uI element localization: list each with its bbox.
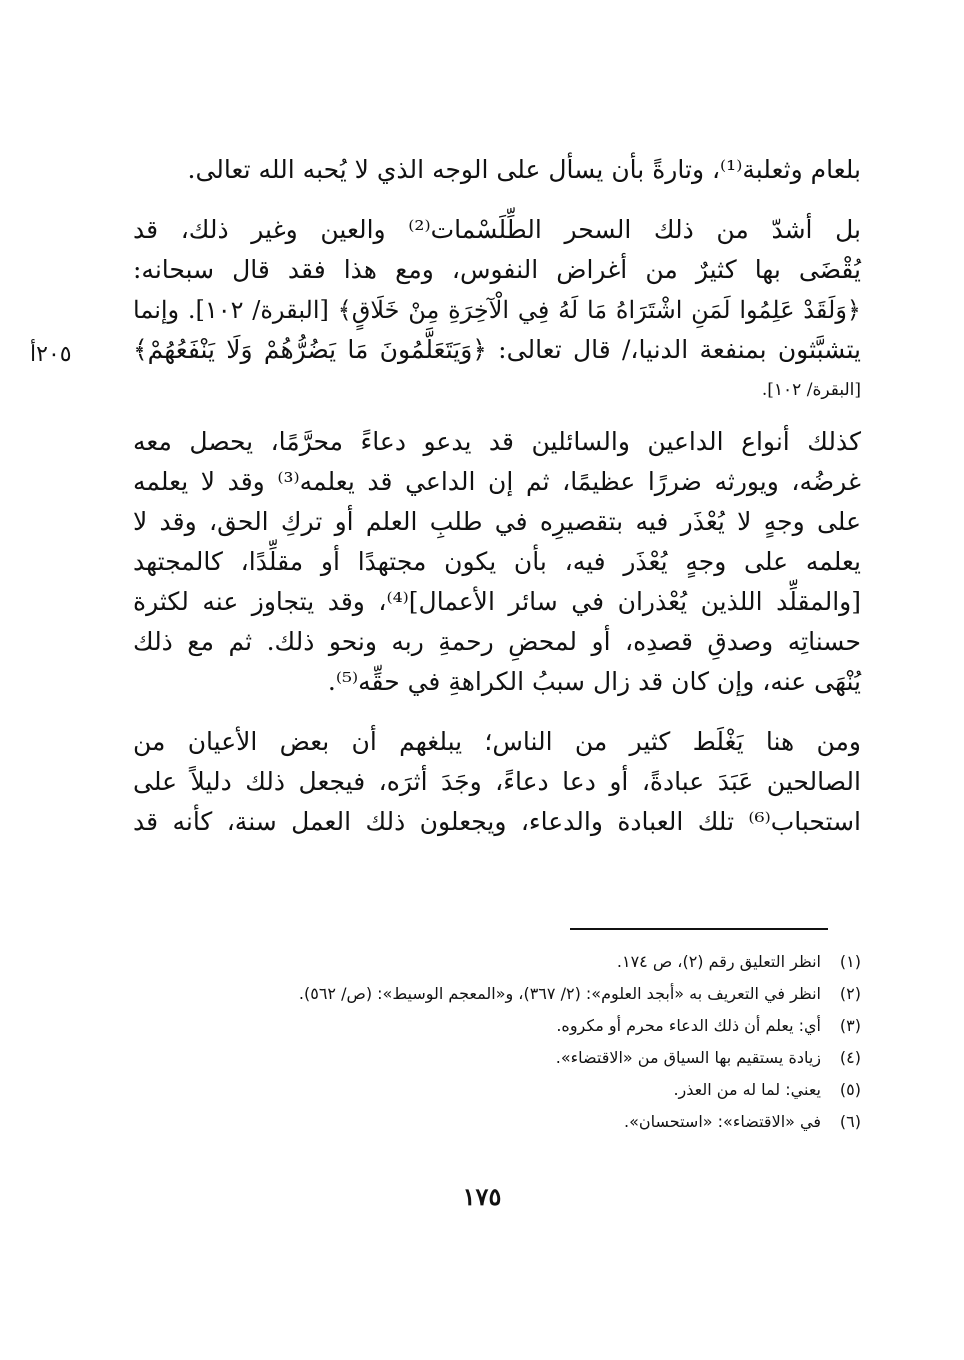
- footnote: [133, 946, 861, 978]
- footnote-text: يعني: لما له من العذر.: [673, 1080, 821, 1099]
- footnotes: [133, 946, 861, 1138]
- footnote-number: (٤): [839, 1048, 861, 1067]
- text-line: ﴿وَلَقَدْ عَلِمُوا لَمَنِ اشْتَرَاهُ مَا لَهُ فِي الْآخِرَةِ مِنْ خَلَاقٍ﴾ [البقرة/ ١٠٢]. وإنما: [133, 296, 861, 324]
- text-line: ومن هنا يَغْلَط كثير من الناس؛ يبلغهم أن بعض الأعيان من: [133, 727, 861, 756]
- text-line: استحباب⁽⁶⁾ تلك العبادة والدعاء، ويجعلون ذلك العمل سنة، كأنه قد: [133, 807, 861, 836]
- page-number: ١٧٥: [462, 1182, 502, 1211]
- footnote-number: (٥): [839, 1080, 861, 1099]
- footnote-text: أي: يعلم أن ذلك الدعاء محرم أو مكروه.: [556, 1016, 821, 1035]
- footnote-number: (٦): [839, 1112, 861, 1131]
- footnote-divider: [570, 928, 828, 930]
- footnote: [133, 1010, 861, 1042]
- text-line: يُقْضَى بها كثيرٌ من أغراض النفوس، ومع هذا فقد قال سبحانه:: [133, 255, 861, 284]
- footnote-text: انظر التعليق رقم (٢)، ص ١٧٤.: [616, 952, 821, 971]
- margin-folio-note: ٢٠٥أ: [30, 342, 72, 367]
- paragraph: [133, 150, 861, 190]
- text-line: على وجهٍ لا يُعْذَر فيه بتقصيرِه في طلبِ العلم أو تركِ الحق، وقد لا: [133, 507, 861, 536]
- text-line: [البقرة/ ١٠٢].: [761, 380, 861, 400]
- footnote-text: زيادة يستقيم بها السياق من «الاقتضاء».: [555, 1048, 821, 1067]
- text-line: الصالحين عَبَدَ عبادةً، أو دعا دعاءً، وجَدَ أثرَه، فيجعل ذلك دليلاً على: [133, 767, 861, 796]
- footnote-number: (٢): [839, 984, 861, 1003]
- text-line: يتشبَّثون بمنفعة الدنيا،/ قال تعالى: ﴿وَيَتَعَلَّمُونَ مَا يَضُرُّهُمْ وَلَا يَنْفَعُهُمْ﴾: [133, 335, 861, 364]
- text-line: غرضُه، ويورثه ضررًا عظيمًا، ثم إن الداعي قد يعلمه⁽³⁾ وقد لا يعلمه: [133, 467, 861, 496]
- text-line: بلعام وثعلبة⁽¹⁾، وتارةً بأن يسأل على الوجه الذي لا يُحبه الله تعالى.: [187, 155, 861, 184]
- footnote: [133, 1106, 861, 1138]
- paragraph: [133, 422, 861, 702]
- footnote-number: (٣): [839, 1016, 861, 1035]
- paragraph: [133, 722, 861, 842]
- paragraph: [133, 210, 861, 410]
- footnote: [133, 978, 861, 1010]
- footnote-text: انظر في التعريف به «أبجد العلوم»: (٢/ ٣٦٧)، و«المعجم الوسيط»: (ص/ ٥٦٢).: [298, 984, 821, 1003]
- footnote-text: في «الاقتضاء»: «استحسان».: [623, 1112, 821, 1131]
- text-line: حسناتِه وصدقِ قصدِه، أو لمحضِ رحمةِ ربه ونحو ذلك. ثم مع ذلك: [133, 627, 861, 656]
- text-line: كذلك أنواع الداعين والسائلين قد يدعو دعاءً محرَّمًا، يحصل معه: [133, 427, 861, 456]
- footnote: [133, 1042, 861, 1074]
- text-line: يعلمه على وجهٍ يُعْذَر فيه، بأن يكون مجتهدًا أو مقلِّدًا، كالمجتهد: [133, 547, 861, 576]
- main-text: [133, 150, 861, 862]
- footnote: [133, 1074, 861, 1106]
- text-line: [والمقلِّد اللذين يُعْذران في سائر الأعمال]⁽⁴⁾، وقد يتجاوز عنه لكثرة: [133, 587, 861, 616]
- text-line: بل أشدّ من ذلك السحر الطِّلَسْمات⁽²⁾ والعين وغير ذلك، قد: [133, 215, 861, 244]
- footnote-number: (١): [839, 952, 861, 971]
- text-line: يُنْهَى عنه، وإن كان قد زال سببُ الكراهةِ في حقِّه⁽⁵⁾.: [327, 667, 861, 696]
